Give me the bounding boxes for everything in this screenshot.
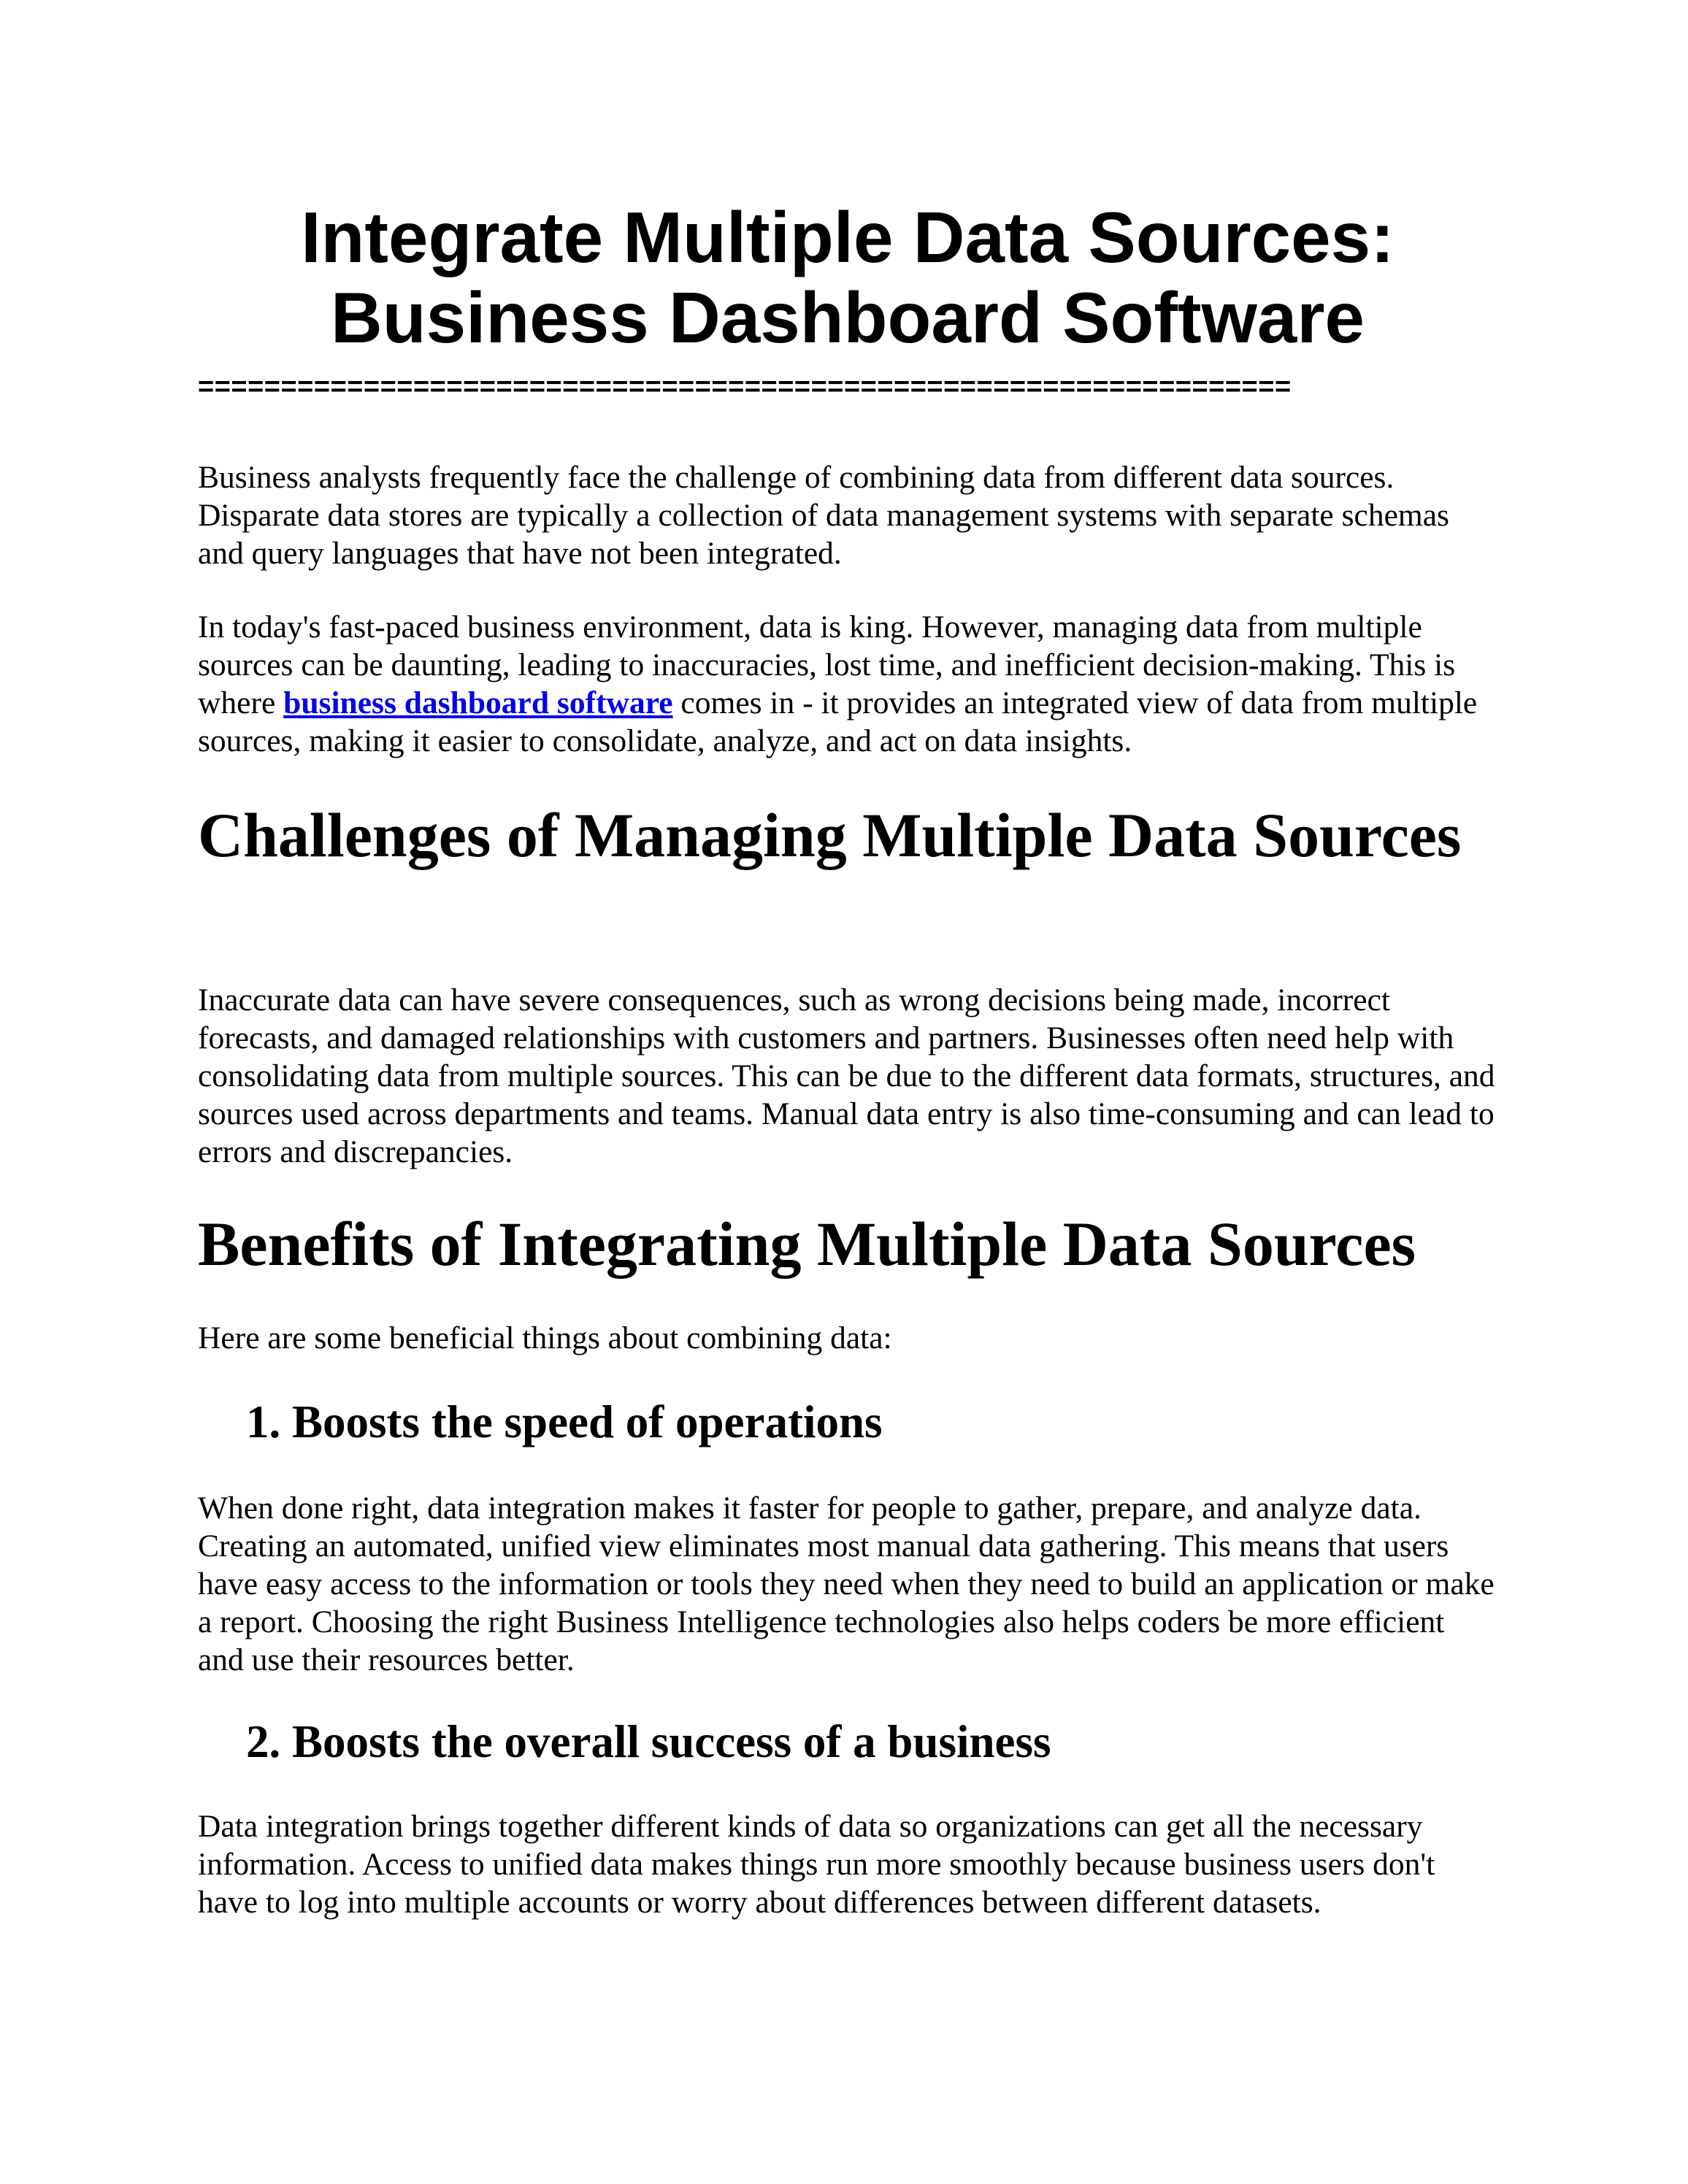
title-underline-rule: ==================================================================	[198, 372, 1292, 401]
benefits-heading: Benefits of Integrating Multiple Data Sources	[198, 1209, 1416, 1279]
benefits-intro: Here are some beneficial things about combining data:	[198, 1320, 892, 1356]
benefit-2-paragraph: Data integration brings together different kinds of data so organizations can get all the necessary information. Access to unified data makes things run more smoothly because business users don't have to log into multiple accounts or worry about differences between different datasets.	[198, 1809, 1435, 1920]
benefit-1-heading: 1. Boosts the speed of operations	[246, 1396, 883, 1447]
title-line-1: Integrate Multiple Data Sources:	[301, 197, 1394, 277]
business-dashboard-software-link[interactable]: business dashboard software	[283, 685, 673, 720]
intro-paragraph-2-start: In today's fast-paced business environment, data is king. However, managing data from multiple sources can be daunting, leading to inaccuracies, lost time, and inefficient decision-making. This is where	[198, 610, 1456, 720]
challenges-heading: Challenges of Managing Multiple Data Sources	[198, 800, 1462, 870]
benefit-2-heading: 2. Boosts the overall success of a business	[246, 1716, 1051, 1767]
title-line-2: Business Dashboard Software	[331, 277, 1365, 358]
challenges-paragraph: Inaccurate data can have severe consequences, such as wrong decisions being made, incorrect forecasts, and damaged relationships with customers and partners. Businesses often need help with consolidating data from multiple sources. This can be due to the different data formats, structures, and sources used across departments and teams. Manual data entry is also time-consuming and can lead to errors and discrepancies.	[198, 983, 1495, 1169]
intro-paragraph-1: Business analysts frequently face the challenge of combining data from different data sources. Disparate data stores are typically a collection of data management systems with separate schemas and query languages that have not been integrated.	[198, 460, 1449, 571]
intro-paragraph-2-end: comes in - it provides an integrated view of data from multiple sources, making it easier to consolidate, analyze, and act on data insights.	[198, 685, 1478, 758]
benefit-1-paragraph: When done right, data integration makes it faster for people to gather, prepare, and analyze data. Creating an automated, unified view eliminates most manual data gathering. This means that users have easy access to the information or tools they need when they need to build an application or make a report. Choosing the right Business Intelligence technologies also helps coders be more efficient and use their resources better.	[198, 1491, 1495, 1677]
page-title	[198, 197, 1497, 358]
intro-paragraph-2	[198, 608, 1497, 760]
